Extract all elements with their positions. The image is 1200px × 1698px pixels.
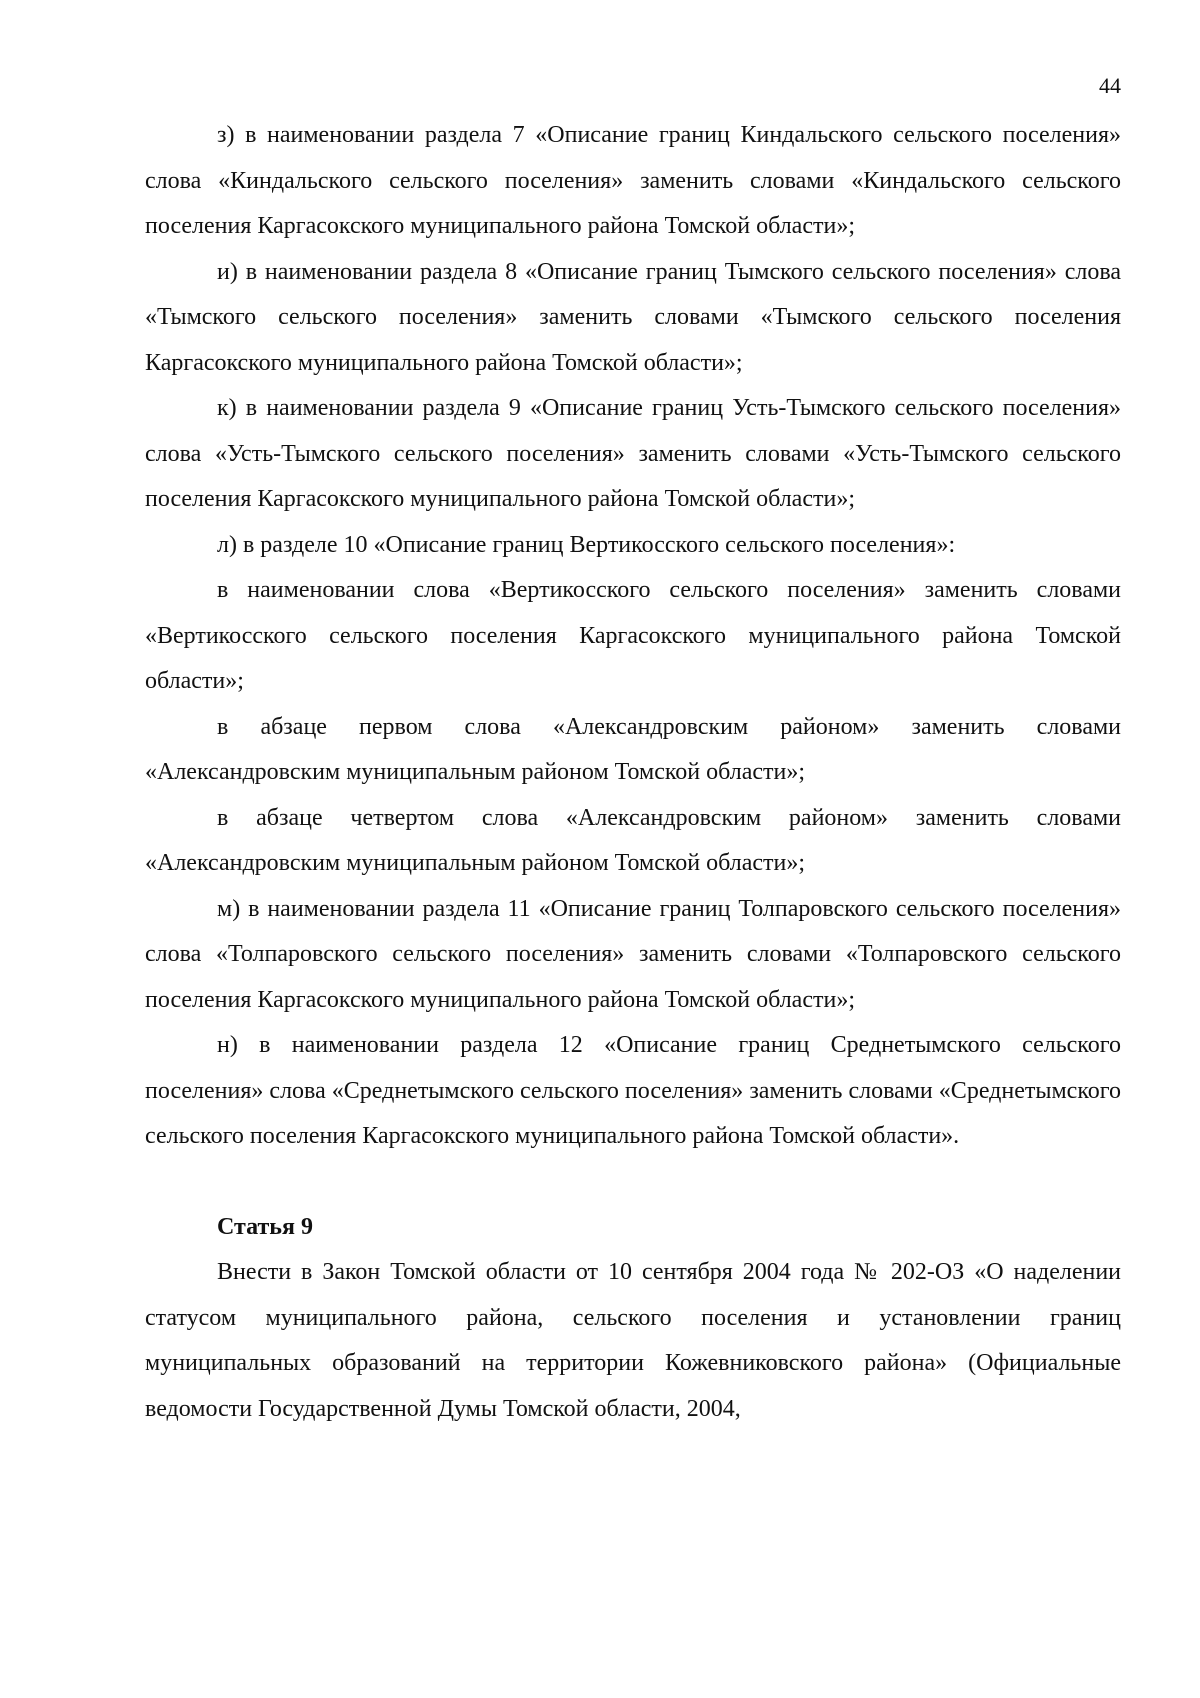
paragraph-n: н) в наименовании раздела 12 «Описание границ Среднетымского сельского поселения» слова «Среднетымского сельского поселения» заменить словами «Среднетымского сельского поселения Каргасокского муниципального района Томской области».: [145, 1032, 1121, 1149]
paragraph-i: и) в наименовании раздела 8 «Описание границ Тымского сельского поселения» слова «Тымского сельского поселения» заменить словами «Тымского сельского поселения Каргасокского муниципального района Томской области»;: [145, 258, 1121, 376]
article-heading: Статья 9: [217, 1213, 313, 1240]
paragraph-l-title-change: в наименовании слова «Вертикосского сельского поселения» заменить словами «Вертикосского сельского поселения Каргасокского муниципального района Томской области»;: [145, 577, 1121, 694]
paragraph-k: к) в наименовании раздела 9 «Описание границ Усть-Тымского сельского поселения» слова «Усть-Тымского сельского поселения» заменить словами «Усть-Тымского сельского поселения Каргасокского муниципального района Томской области»;: [145, 395, 1121, 512]
article-text: Внести в Закон Томской области от 10 сентября 2004 года № 202-ОЗ «О наделении статусом муниципального района, сельского поселения и установлении границ муниципальных образований на территории Кожевниковского района» (Официальные ведомости Государственной Думы Томской области, 2004,: [145, 1259, 1121, 1422]
paragraph-l-fourth-abzac: в абзаце четвертом слова «Александровским районом» заменить словами «Александровским муниципальным районом Томской области»;: [145, 804, 1121, 876]
page-number: 44: [1099, 73, 1121, 98]
paragraph-l-first-abzac: в абзаце первом слова «Александровским районом» заменить словами «Александровским муниципальным районом Томской области»;: [145, 713, 1121, 785]
paragraph-l: л) в разделе 10 «Описание границ Вертикосского сельского поселения»:: [217, 531, 956, 558]
paragraph-z: з) в наименовании раздела 7 «Описание границ Киндальского сельского поселения» слова «Киндальского сельского поселения» заменить словами «Киндальского сельского поселения Каргасокского муниципального района Томской области»;: [145, 122, 1121, 239]
paragraph-m: м) в наименовании раздела 11 «Описание границ Толпаровского сельского поселения» слова «Толпаровского сельского поселения» заменить словами «Толпаровского сельского поселения Каргасокского муниципального района Томской области»;: [145, 895, 1121, 1013]
document-body: [145, 113, 1121, 1432]
